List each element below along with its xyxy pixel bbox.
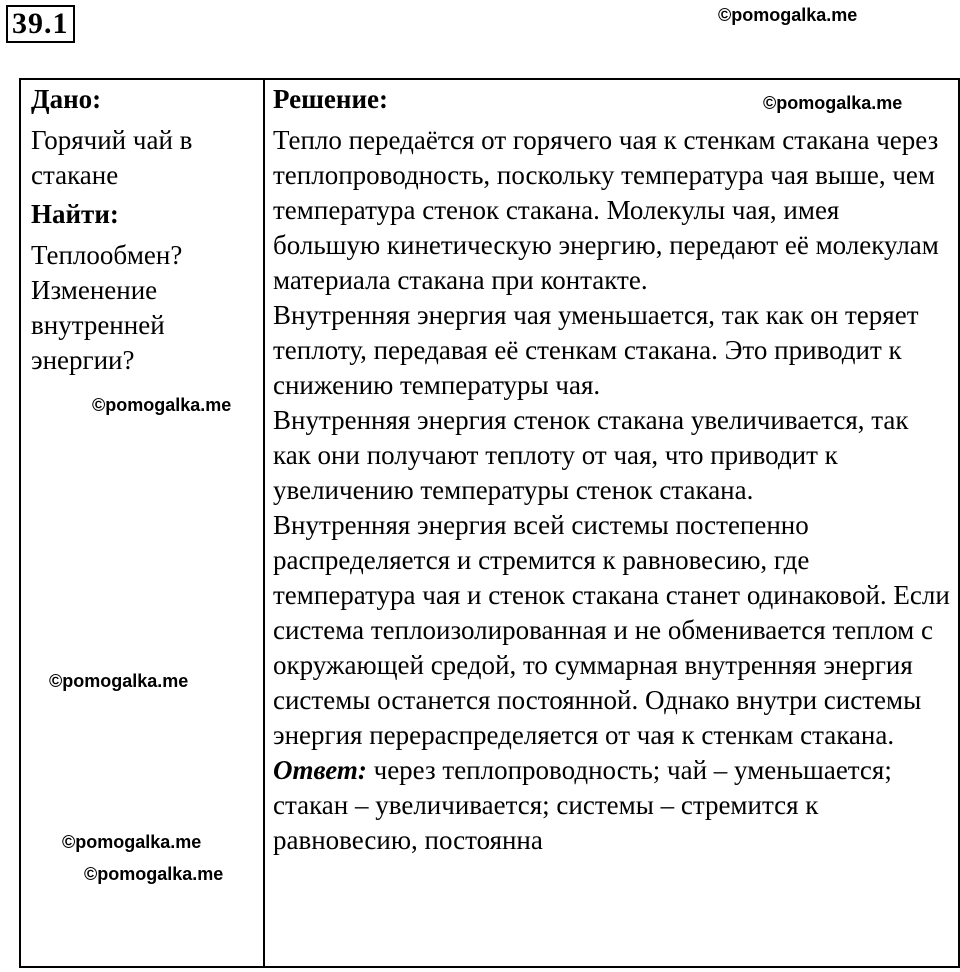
problem-number: 39.1 [6,5,75,43]
given-heading: Дано: [31,84,102,114]
answer-text: через теплопроводность; чай – уменьшается; стакан – увеличивается; системы – стремится к равновесию, постоянна [273,755,892,855]
watermark: ©pomogalka.me [49,671,189,691]
answer-label: Ответ: [273,755,367,785]
find-heading: Найти: [31,199,119,229]
column-divider [263,80,265,966]
find-item: Теплообмен? [31,240,183,270]
solution-paragraph: Внутренняя энергия всей системы постепенно распределяется и стремится к равновесию, где температура чая и стенок стакана станет одинаковой. Если система теплоизолированная и не обменивается теплом с окружающей средой, то суммарная внутренняя энергия системы останется постоянной. Однако внутри системы энергия перераспределяется от чая к стенкам стакана. [273,510,950,750]
find-item: Изменение внутренней энергии? [31,275,165,375]
solution-body [273,123,953,858]
given-column [31,80,256,378]
watermark: ©pomogalka.me [763,93,903,113]
watermark: ©pomogalka.me [62,832,202,852]
given-text: Горячий чай в стакане [31,125,193,190]
watermark: ©pomogalka.me [84,864,224,884]
solution-paragraph: Внутренняя энергия стенок стакана увеличивается, так как они получают теплоту от чая, что приводит к увеличению температуры стенок стакана. [273,405,909,505]
solution-paragraph: Тепло передаётся от горячего чая к стенкам стакана через теплопроводность, поскольку температура чая выше, чем температура стенок стакана. Молекулы чая, имея большую кинетическую энергию, передают её молекулам материала стакана при контакте. [273,125,939,295]
solution-column [273,80,953,858]
solution-heading: Решение: [273,84,388,114]
solution-paragraph: Внутренняя энергия чая уменьшается, так как он теряет теплоту, передавая её стенкам стакана. Это приводит к снижению температуры чая. [273,300,919,400]
answer-line [273,753,953,858]
watermark: ©pomogalka.me [92,395,232,415]
watermark-top: ©pomogalka.me [718,5,858,25]
